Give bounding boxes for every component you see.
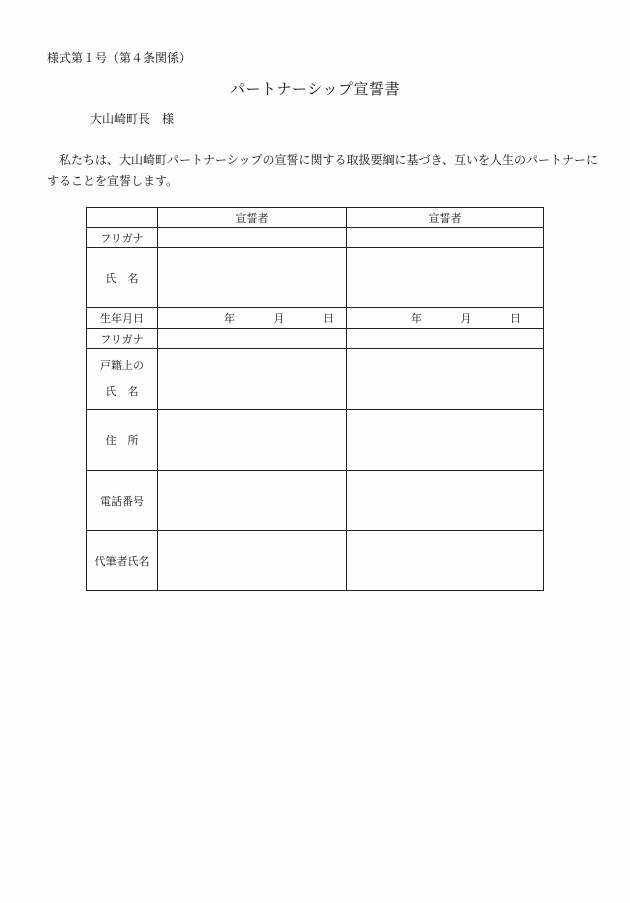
registry-name-field-1[interactable]: [158, 349, 347, 410]
address-label: 住 所: [87, 410, 158, 471]
registry-furigana-row: [87, 329, 544, 349]
table-header-row: [87, 208, 544, 228]
registry-name-label-line-1: 戸籍上の: [100, 359, 144, 372]
furigana-field-2[interactable]: [347, 228, 544, 248]
oath-statement-line-1: 私たちは、大山崎町パートナーシップの宣誓に関する取扱要綱に基づき、互いを人生のパートナーに: [59, 153, 599, 167]
registry-name-label: [87, 349, 158, 410]
name-row: [87, 248, 544, 308]
name-label: 氏 名: [87, 248, 158, 308]
registry-furigana-label: フリガナ: [87, 329, 158, 349]
column-header-declarant-2: 宣誓者: [347, 208, 544, 228]
header-blank-cell: [87, 208, 158, 228]
registry-furigana-field-1[interactable]: [158, 329, 347, 349]
phone-field-2[interactable]: [347, 471, 544, 531]
address-row: [87, 410, 544, 471]
furigana-label: フリガナ: [87, 228, 158, 248]
birthdate-row: [87, 308, 544, 329]
registry-name-label-line-2: 氏 名: [105, 385, 139, 398]
oath-statement: [47, 150, 599, 192]
proxy-name-field-1[interactable]: [158, 531, 347, 591]
phone-label: 電話番号: [87, 471, 158, 531]
name-field-1[interactable]: [158, 248, 347, 308]
birthdate-field-1[interactable]: [158, 308, 347, 329]
address-field-2[interactable]: [347, 410, 544, 471]
registry-name-row: [87, 349, 544, 410]
year-unit: 年: [411, 312, 422, 325]
oath-form-table: [86, 207, 544, 591]
day-unit: 日: [510, 312, 521, 325]
oath-statement-line-2: することを宣誓します。: [47, 174, 179, 188]
address-field-1[interactable]: [158, 410, 347, 471]
proxy-name-field-2[interactable]: [347, 531, 544, 591]
registry-name-field-2[interactable]: [347, 349, 544, 410]
birthdate-field-2[interactable]: [347, 308, 544, 329]
name-field-2[interactable]: [347, 248, 544, 308]
day-unit: 日: [323, 312, 334, 325]
registry-furigana-field-2[interactable]: [347, 329, 544, 349]
proxy-name-row: [87, 531, 544, 591]
phone-row: [87, 471, 544, 531]
furigana-field-1[interactable]: [158, 228, 347, 248]
form-number: 様式第１号（第４条関係）: [47, 51, 192, 65]
column-header-declarant-1: 宣誓者: [158, 208, 347, 228]
proxy-name-label: 代筆者氏名: [87, 531, 158, 591]
furigana-row: [87, 228, 544, 248]
year-unit: 年: [224, 312, 235, 325]
document-title: パートナーシップ宣誓書: [230, 80, 400, 98]
month-unit: 月: [273, 312, 285, 325]
addressee: 大山崎町長 様: [90, 112, 175, 126]
phone-field-1[interactable]: [158, 471, 347, 531]
birthdate-label: 生年月日: [87, 308, 158, 329]
month-unit: 月: [460, 312, 472, 325]
